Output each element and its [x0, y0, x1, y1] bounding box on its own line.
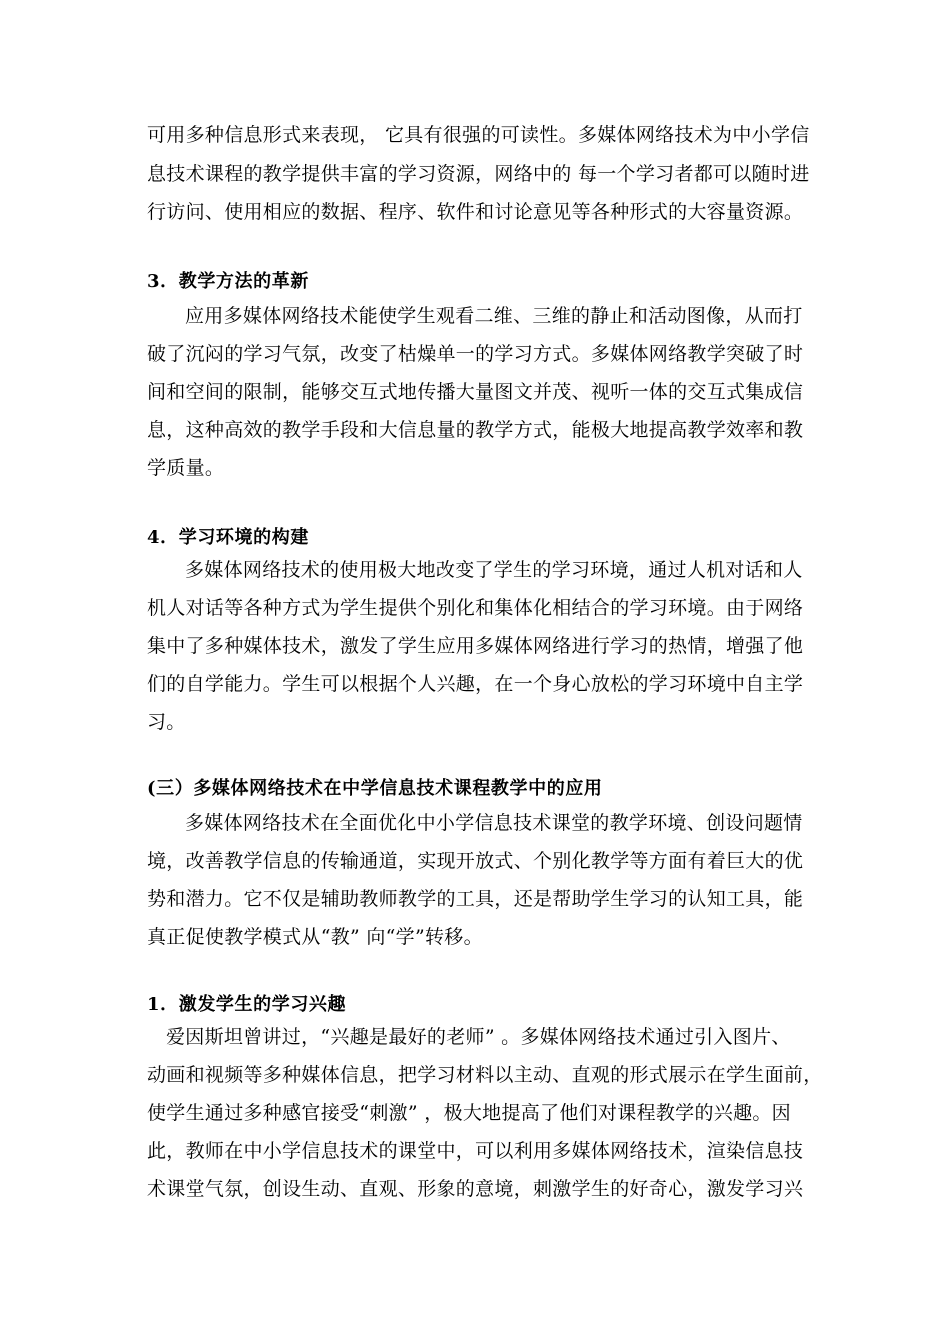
- section-heading-learning-environment: 4．学习环境的构建: [147, 527, 309, 548]
- text-line: 术课堂气氛，创设生动、直观、形象的意境，刺激学生的好奇心，激发学习兴: [147, 1178, 804, 1200]
- text-line: 集中了多种媒体技术，激发了学生应用多媒体网络进行学习的热情，增强了他: [147, 635, 804, 657]
- text-line: 境，改善教学信息的传输通道，实现开放式、个别化教学等方面有着巨大的优: [147, 850, 804, 872]
- section-heading-application: (三）多媒体网络技术在中学信息技术课程教学中的应用: [147, 778, 603, 799]
- text-line: 多媒体网络技术的使用极大地改变了学生的学习环境，通过人机对话和人: [185, 559, 803, 581]
- text-line: 破了沉闷的学习气氛，改变了枯燥单一的学习方式。多媒体网络教学突破了时: [147, 343, 804, 365]
- text-line: 此，教师在中小学信息技术的课堂中，可以利用多媒体网络技术，渲染信息技: [147, 1140, 804, 1162]
- text-line: 间和空间的限制，能够交互式地传播大量图文并茂、视听一体的交互式集成信: [147, 381, 804, 403]
- text-line: 息，这种高效的教学手段和大信息量的教学方式，能极大地提高教学效率和教: [147, 419, 804, 441]
- text-line: 多媒体网络技术在全面优化中小学信息技术课堂的教学环境、创设问题情: [185, 812, 803, 834]
- text-line: 们的自学能力。学生可以根据个人兴趣，在一个身心放松的学习环境中自主学: [147, 673, 804, 695]
- text-line: 可用多种信息形式来表现， 它具有很强的可读性。多媒体网络技术为中小学信: [147, 124, 810, 146]
- text-line: 动画和视频等多种媒体信息，把学习材料以主动、直观的形式展示在学生面前，: [147, 1064, 823, 1086]
- section-heading-teaching-method-innovation: 3．教学方法的革新: [147, 271, 309, 292]
- text-line: 行访问、使用相应的数据、程序、软件和讨论意见等各种形式的大容量资源。: [147, 201, 804, 223]
- section-heading-stimulate-interest: 1．激发学生的学习兴趣: [147, 994, 347, 1015]
- text-line: 息技术课程的教学提供丰富的学习资源，网络中的 每一个学习者都可以随时进: [147, 163, 810, 185]
- text-line: 学质量。: [147, 457, 225, 479]
- text-line: 势和潜力。它不仅是辅助教师教学的工具，还是帮助学生学习的认知工具，能: [147, 888, 804, 910]
- text-line: 爱因斯坦曾讲过，“兴趣是最好的老师” 。多媒体网络技术通过引入图片、: [166, 1026, 791, 1048]
- text-line: 真正促使教学模式从“教” 向“学”转移。: [147, 926, 483, 948]
- text-line: 习。: [147, 711, 186, 733]
- text-line: 使学生通过多种感官接受“刺激” ，极大地提高了他们对课程教学的兴趣。因: [147, 1102, 791, 1124]
- text-line: 机人对话等各种方式为学生提供个别化和集体化相结合的学习环境。由于网络: [147, 597, 804, 619]
- text-line: 应用多媒体网络技术能使学生观看二维、三维的静止和活动图像，从而打: [185, 305, 803, 327]
